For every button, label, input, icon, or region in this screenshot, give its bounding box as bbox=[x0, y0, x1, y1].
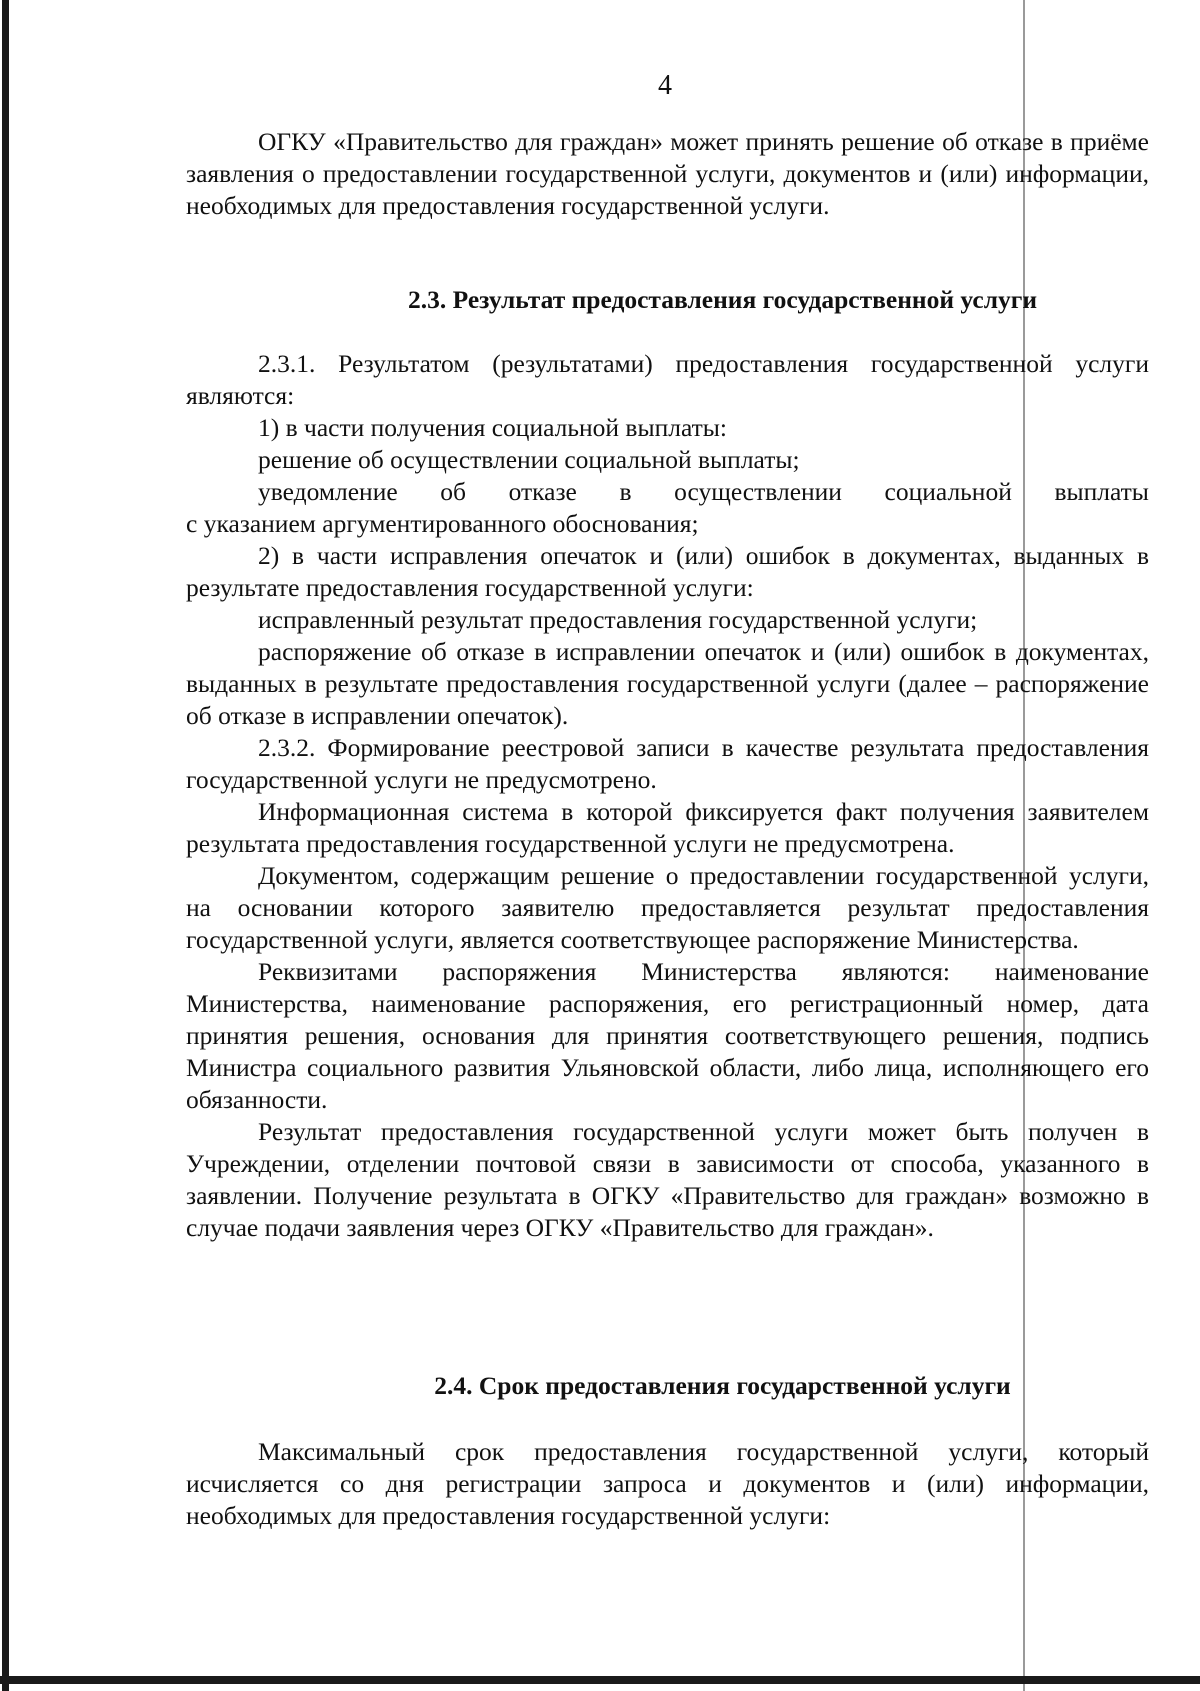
paragraph-2-3-2: 2.3.2. Формирование реестровой записи в качестве результата предоставления государственной услуги не предусмотрено. bbox=[186, 733, 1149, 794]
document-paragraph: Документом, содержащим решение о предоставлении государственной услуги, на основании которого заявителю предоставляется результат предоставления государственной услуги, является соответствующее распоряжение Министерства. bbox=[186, 861, 1149, 954]
result-item-1-notice-line: уведомление об отказе в осуществлении социальной выплаты bbox=[258, 477, 1149, 506]
result-item-1: 1) в части получения социальной выплаты: bbox=[258, 413, 727, 442]
section-2-4-paragraph: Максимальный срок предоставления государственной услуги, который исчисляется со дня регистрации запроса и документов и (или) информации, необходимых для предоставления государственной услуги: bbox=[186, 1437, 1149, 1530]
page-number: 4 bbox=[658, 70, 672, 101]
intro-block bbox=[186, 126, 1149, 222]
section-2-3-heading: 2.3. Результат предоставления государственной услуги bbox=[407, 285, 1038, 314]
paragraph-2-3-1: 2.3.1. Результатом (результатами) предоставления государственной услуги являются: bbox=[186, 349, 1149, 410]
section-2-4-body bbox=[186, 1436, 1149, 1532]
section-2-4-heading: 2.4. Срок предоставления государственной услуги bbox=[434, 1371, 1011, 1400]
result-item-2-refusal: распоряжение об отказе в исправлении опечаток и (или) ошибок в документах, выданных в результате предоставления государственной услуги (далее – распоряжение об отказе в исправлении опечаток). bbox=[186, 637, 1149, 730]
result-item-2-corrected: исправленный результат предоставления государственной услуги; bbox=[258, 605, 978, 634]
result-item-1-decision: решение об осуществлении социальной выплаты; bbox=[258, 445, 800, 474]
section-2-3-body bbox=[186, 348, 1149, 1244]
info-system-paragraph: Информационная система в которой фиксируется факт получения заявителем результата предоставления государственной услуги не предусмотрена. bbox=[186, 797, 1149, 858]
result-item-1-notice-continuation: с указанием аргументированного обоснования; bbox=[186, 509, 699, 538]
result-item-2: 2) в части исправления опечаток и (или) ошибок в документах, выданных в результате предоставления государственной услуги: bbox=[186, 541, 1149, 602]
scan-left-border bbox=[2, 0, 9, 1691]
section-2-4-heading-block bbox=[186, 1370, 1149, 1402]
requisites-paragraph: Реквизитами распоряжения Министерства являются: наименование Министерства, наименование распоряжения, его регистрационный номер, дата принятия решения, основания для принятия соответствующего решения, подпись Министра социального развития Ульяновской области, либо лица, исполняющего его обязанности. bbox=[186, 957, 1149, 1114]
scan-bottom-border bbox=[0, 1676, 1200, 1684]
intro-paragraph: ОГКУ «Правительство для граждан» может принять решение об отказе в приёме заявления о предоставлении государственной услуги, документов и (или) информации, необходимых для предоставления государственной услуги. bbox=[186, 127, 1149, 220]
section-2-3-heading-block bbox=[186, 284, 1149, 316]
receipt-paragraph: Результат предоставления государственной услуги может быть получен в Учреждении, отделении почтовой связи в зависимости от способа, указанного в заявлении. Получение результата в ОГКУ «Правительство для граждан» возможно в случае подачи заявления через ОГКУ «Правительство для граждан». bbox=[186, 1117, 1149, 1242]
